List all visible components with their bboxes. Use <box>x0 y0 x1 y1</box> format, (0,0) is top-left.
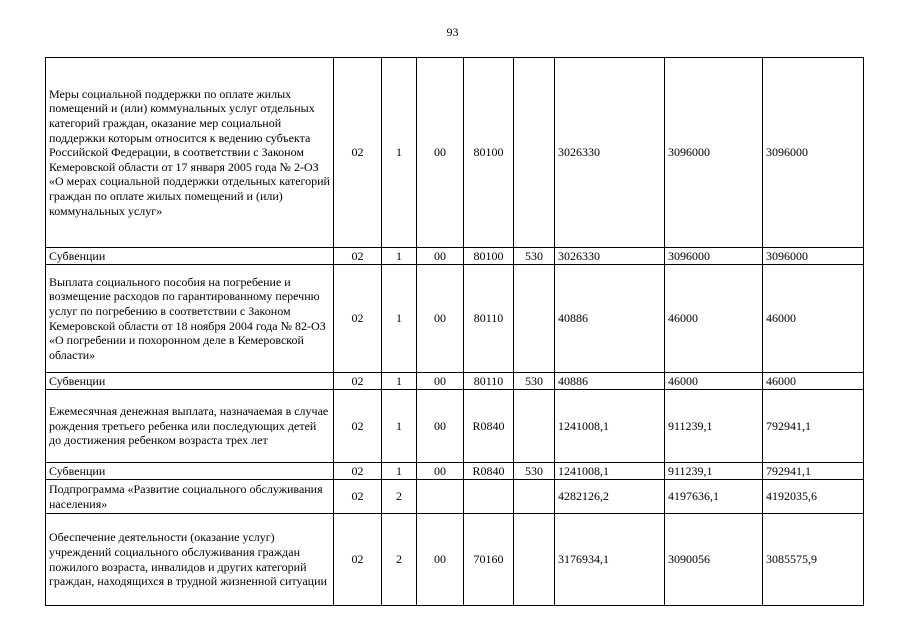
amount-year-1: 1241008,1 <box>555 390 665 463</box>
amount-year-2: 3090056 <box>665 514 763 606</box>
amount-year-3: 3085575,9 <box>763 514 864 606</box>
subsection-code: 1 <box>382 265 417 373</box>
expense-type-code: 530 <box>514 248 555 265</box>
amount-year-1: 40886 <box>555 265 665 373</box>
direction-code: 80100 <box>464 58 514 248</box>
expense-type-code <box>514 514 555 606</box>
row-name: Обеспечение деятельности (оказание услуг) учреждений социального обслуживания граждан пожилого возраста, инвалидов и других категорий граждан, находящихся в трудной жизненной ситуации <box>46 514 334 606</box>
amount-year-3: 3096000 <box>763 248 864 265</box>
main-code: 00 <box>417 58 464 248</box>
section-code: 02 <box>334 265 382 373</box>
amount-year-1: 4282126,2 <box>555 480 665 514</box>
table-row <box>46 480 864 514</box>
expense-type-code <box>514 58 555 248</box>
amount-year-3: 792941,1 <box>763 390 864 463</box>
row-name: Меры социальной поддержки по оплате жилых помещений и (или) коммунальных услуг отдельных категорий граждан, оказание мер социальной поддержки которым относится к ведению субъекта Российской Федерации, в соответствии с Законом Кемеровской области от 17 января 2005 года № 2-ОЗ «О мерах социальной поддержки отдельных категорий граждан по оплате жилых помещений и (или) коммунальных услуг» <box>46 58 334 248</box>
row-name: Субвенции <box>46 248 334 265</box>
amount-year-3: 792941,1 <box>763 463 864 480</box>
subsection-code: 1 <box>382 390 417 463</box>
main-code: 00 <box>417 514 464 606</box>
row-name: Субвенции <box>46 463 334 480</box>
amount-year-1: 3026330 <box>555 58 665 248</box>
amount-year-1: 3176934,1 <box>555 514 665 606</box>
main-code <box>417 480 464 514</box>
direction-code: R0840 <box>464 463 514 480</box>
table-row <box>46 58 864 248</box>
direction-code: R0840 <box>464 390 514 463</box>
table-row <box>46 373 864 390</box>
budget-table <box>45 57 864 606</box>
amount-year-3: 3096000 <box>763 58 864 248</box>
table-row <box>46 514 864 606</box>
subsection-code: 1 <box>382 248 417 265</box>
amount-year-1: 3026330 <box>555 248 665 265</box>
section-code: 02 <box>334 480 382 514</box>
section-code: 02 <box>334 248 382 265</box>
section-code: 02 <box>334 58 382 248</box>
subsection-code: 1 <box>382 373 417 390</box>
main-code: 00 <box>417 373 464 390</box>
expense-type-code <box>514 390 555 463</box>
section-code: 02 <box>334 514 382 606</box>
amount-year-2: 3096000 <box>665 248 763 265</box>
amount-year-2: 46000 <box>665 373 763 390</box>
amount-year-2: 911239,1 <box>665 390 763 463</box>
row-name: Субвенции <box>46 373 334 390</box>
amount-year-1: 40886 <box>555 373 665 390</box>
expense-type-code <box>514 265 555 373</box>
section-code: 02 <box>334 373 382 390</box>
amount-year-2: 3096000 <box>665 58 763 248</box>
subsection-code: 1 <box>382 58 417 248</box>
direction-code: 80110 <box>464 265 514 373</box>
expense-type-code: 530 <box>514 373 555 390</box>
row-name: Ежемесячная денежная выплата, назначаемая в случае рождения третьего ребенка или последующих детей до достижения ребенком возраста трех лет <box>46 390 334 463</box>
amount-year-2: 4197636,1 <box>665 480 763 514</box>
main-code: 00 <box>417 248 464 265</box>
amount-year-3: 4192035,6 <box>763 480 864 514</box>
table-row <box>46 265 864 373</box>
table-row <box>46 248 864 265</box>
amount-year-3: 46000 <box>763 373 864 390</box>
direction-code <box>464 480 514 514</box>
amount-year-2: 46000 <box>665 265 763 373</box>
direction-code: 70160 <box>464 514 514 606</box>
amount-year-1: 1241008,1 <box>555 463 665 480</box>
subsection-code: 2 <box>382 514 417 606</box>
table-row <box>46 463 864 480</box>
amount-year-2: 911239,1 <box>665 463 763 480</box>
main-code: 00 <box>417 265 464 373</box>
subsection-code: 2 <box>382 480 417 514</box>
subsection-code: 1 <box>382 463 417 480</box>
table-row <box>46 390 864 463</box>
row-name: Выплата социального пособия на погребение и возмещение расходов по гарантированному перечню услуг по погребению в соответствии с Законом Кемеровской области от 18 ноября 2004 года № 82-ОЗ «О погребении и похоронном деле в Кемеровской области» <box>46 265 334 373</box>
page-number: 93 <box>446 25 459 39</box>
expense-type-code <box>514 480 555 514</box>
direction-code: 80100 <box>464 248 514 265</box>
amount-year-3: 46000 <box>763 265 864 373</box>
main-code: 00 <box>417 463 464 480</box>
row-name: Подпрограмма «Развитие социального обслуживания населения» <box>46 480 334 514</box>
expense-type-code: 530 <box>514 463 555 480</box>
section-code: 02 <box>334 463 382 480</box>
main-code: 00 <box>417 390 464 463</box>
direction-code: 80110 <box>464 373 514 390</box>
section-code: 02 <box>334 390 382 463</box>
